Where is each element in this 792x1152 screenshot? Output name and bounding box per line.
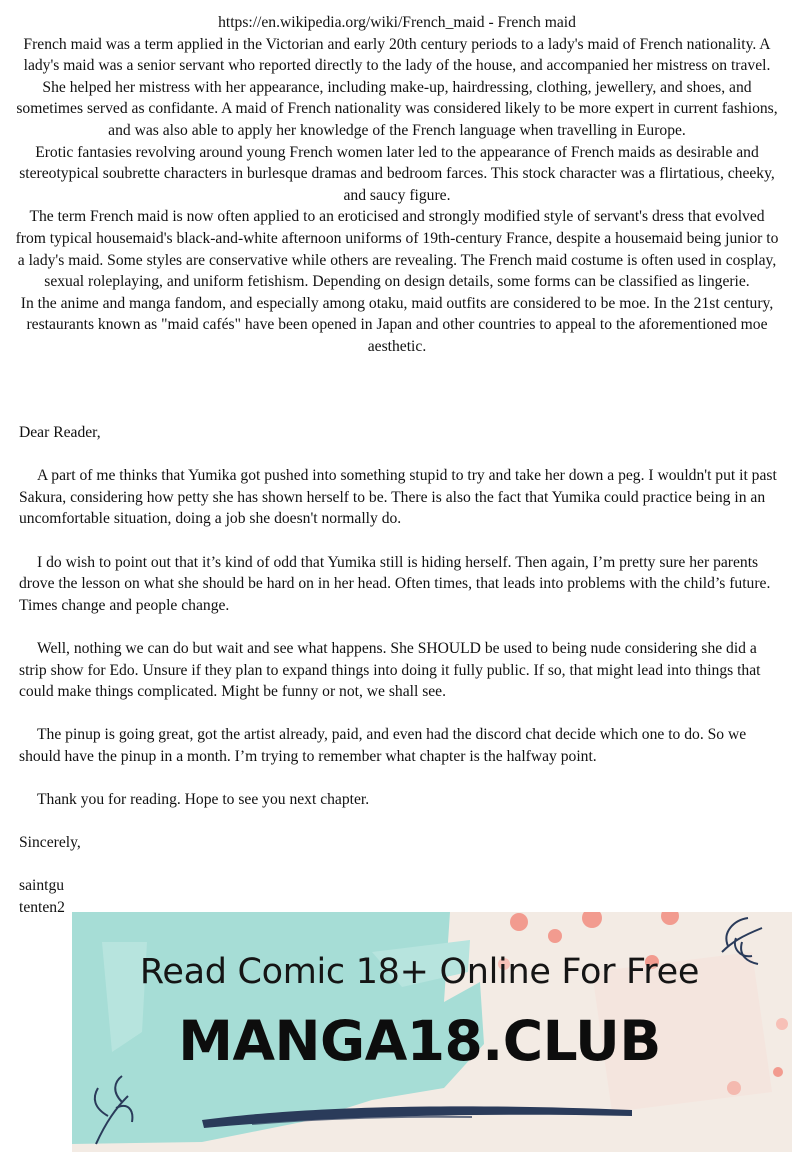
wiki-excerpt (14, 12, 780, 358)
letter-paragraph: Thank you for reading. Hope to see you next chapter. (37, 791, 370, 809)
wiki-header: https://en.wikipedia.org/wiki/French_maid - French maid (218, 14, 576, 31)
wiki-paragraph: In the anime and manga fandom, and especially among otaku, maid outfits are considered to be moe. In the 21st century, restaurants known as "maid cafés" have been opened in Japan and other countries to appeal to the aforementioned moe aesthetic. (20, 294, 774, 355)
wiki-paragraph: The term French maid is now often applied to an eroticised and strongly modified style of servant's dress that evolved from typical housemaid's black-and-white afternoon uniforms of 19th-century France, despite a housemaid being junior to a lady's maid. Some styles are conservative while others are revealing. The French maid costume is often used in cosplay, sexual roleplaying, and uniform fetishism. Depending on design details, some forms can be classified as lingerie. (15, 208, 779, 291)
ad-banner[interactable] (72, 912, 792, 1152)
wiki-paragraph: French maid was a term applied in the Victorian and early 20th century periods to a lady's maid of French nationality. A lady's maid was a senior servant who reported directly to the lady of the house, and accompanied her mistress on travel. She helped her mistress with her appearance, including make-up, hairdressing, clothing, jewellery, and shoes, and sometimes served as confidante. A maid of French nationality was considered likely to be more expert in current fashions, and was also able to apply her knowledge of the French language when travelling in Europe. (16, 35, 778, 139)
letter-paragraph: A part of me thinks that Yumika got pushed into something stupid to try and take her down a peg. I wouldn't put it past Sakura, considering how petty she has shown herself to be. There is also the fact that Yumika could practice being in an uncomfortable situation, doing a job she doesn't normally do. (19, 467, 777, 528)
banner-brand-logo[interactable]: MANGA18.CLUB (178, 1009, 661, 1073)
banner-tagline: Read Comic 18+ Online For Free (139, 952, 700, 992)
letter-paragraph: Well, nothing we can do but wait and see what happens. She SHOULD be used to being nude considering she did a strip show for Edo. Unsure if they plan to expand things into doing it fully public. If so, that might lead into things that could make things complicated. Might be funny or not, we shall see. (19, 639, 761, 701)
letter-paragraph: The pinup is going great, got the artist already, paid, and even had the discord chat decide which one to do. So we should have the pinup in a month. I’m trying to remember what chapter is the halfway point. (19, 726, 747, 765)
letter-greeting: Dear Reader, (19, 424, 101, 441)
letter-closing: Sincerely, (19, 834, 81, 852)
letter-paragraph: I do wish to point out that it’s kind of odd that Yumika still is hiding herself. Then again, I’m pretty sure her parents drove the lesson on what she should be hard on in her head. Often times, that leads into problems with the child’s future. Times change and people change. (19, 553, 771, 614)
author-letter (19, 422, 781, 919)
letter-signature: saintgu (19, 877, 65, 895)
wiki-paragraph: Erotic fantasies revolving around young French women later led to the appearance of French maids as desirable and stereotypical soubrette characters in burlesque dramas and bedroom farces. This stock character was a flirtatious, cheeky, and saucy figure. (19, 143, 775, 204)
letter-signature: tenten2 (19, 899, 65, 917)
